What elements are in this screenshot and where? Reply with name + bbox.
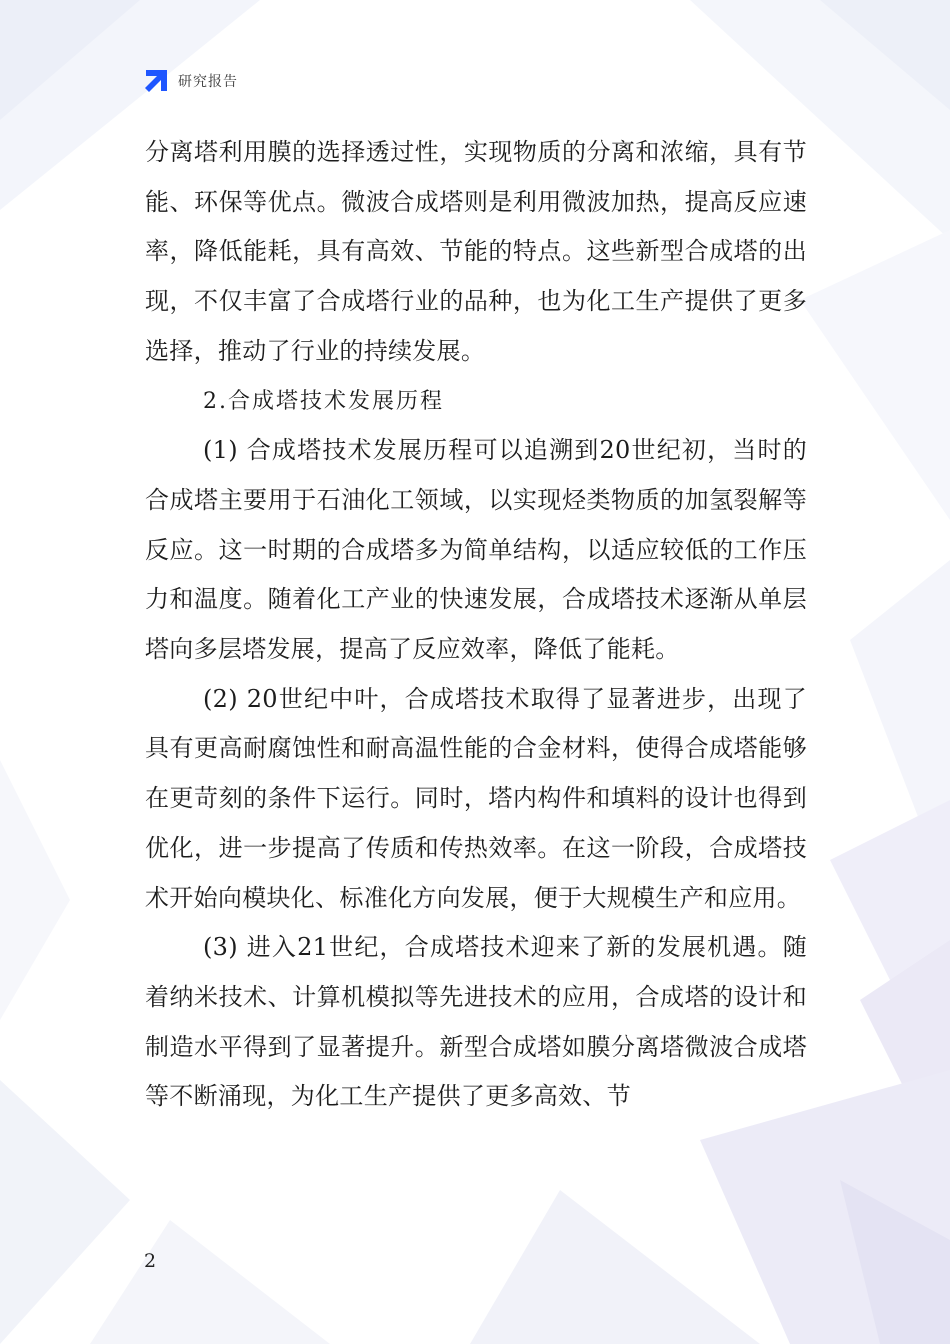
page-number: 2 xyxy=(144,1250,157,1272)
paragraph-1: (1) 合成塔技术发展历程可以追溯到20世纪初，当时的合成塔主要用于石油化工领域，以实现烃类物质的加氢裂解等反应。这一时期的合成塔多为简单结构，以适应较低的工作压力和温度。随着化工产业的快速发展，合成塔技术逐渐从单层塔向多层塔发展，提高了反应效率，降低了能耗。 xyxy=(145,436,807,664)
paragraph-2: (2) 20世纪中叶，合成塔技术取得了显著进步，出现了具有更高耐腐蚀性和耐高温性能的合金材料，使得合成塔能够在更苛刻的条件下运行。同时，塔内构件和填料的设计也得到优化，进一步提高了传质和传热效率。在这一阶段，合成塔技术开始向模块化、标准化方向发展，便于大规模生产和应用。 xyxy=(145,684,807,912)
header-title: 研究报告 xyxy=(178,74,238,90)
paragraph-3: (3) 进入21世纪，合成塔技术迎来了新的发展机遇。随着纳米技术、计算机模拟等先进技术的应用，合成塔的设计和制造水平得到了显著提升。新型合成塔如膜分离塔微波合成塔等不断涌现，为化工生产提供了更多高效、节 xyxy=(145,933,807,1111)
report-header xyxy=(143,68,238,94)
paragraph-intro: 分离塔利用膜的选择透过性，实现物质的分离和浓缩，具有节能、环保等优点。微波合成塔则是利用微波加热，提高反应速率，降低能耗，具有高效、节能的特点。这些新型合成塔的出现，不仅丰富了合成塔行业的品种，也为化工生产提供了更多选择，推动了行业的持续发展。 xyxy=(145,138,807,365)
arrow-up-right-icon xyxy=(143,68,169,94)
document-body xyxy=(145,128,807,1122)
section-heading: 2.合成塔技术发展历程 xyxy=(203,388,444,414)
